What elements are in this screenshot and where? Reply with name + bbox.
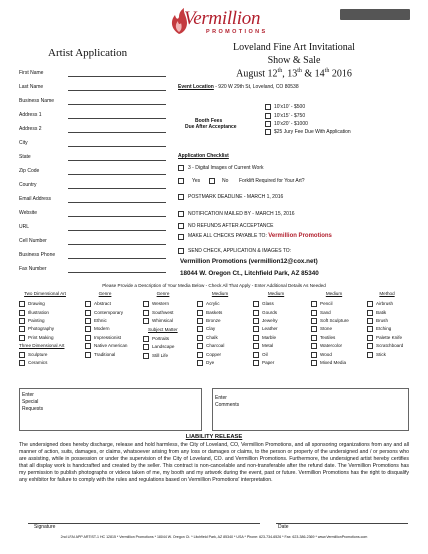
checkbox[interactable] xyxy=(253,360,259,366)
checkbox[interactable] xyxy=(311,352,317,358)
media-option[interactable] xyxy=(19,334,54,342)
media-option[interactable] xyxy=(197,350,221,358)
form-input-line[interactable] xyxy=(68,202,166,203)
media-option[interactable] xyxy=(253,317,278,325)
form-input-line[interactable] xyxy=(68,188,166,189)
payee-name: Vermillion Promotions xyxy=(268,233,332,239)
media-option[interactable] xyxy=(143,300,169,308)
label-line: Enter xyxy=(22,392,34,398)
media-option-label: Western xyxy=(152,301,170,307)
checkbox[interactable] xyxy=(19,301,25,307)
checkbox[interactable] xyxy=(143,318,149,324)
checkbox[interactable] xyxy=(197,352,203,358)
media-column-header: Three Dimensional Art xyxy=(19,343,65,348)
checkbox[interactable] xyxy=(367,310,373,316)
checkbox[interactable] xyxy=(143,344,149,350)
media-option-label: Leather xyxy=(262,326,278,332)
media-option-label: Contemporary xyxy=(94,309,124,315)
checkbox-send-check[interactable] xyxy=(178,248,184,254)
media-option-label: Landscape xyxy=(152,344,175,350)
logo xyxy=(168,6,278,38)
checkbox[interactable] xyxy=(143,353,149,359)
media-column-header: Medium xyxy=(267,291,285,296)
media-option-label: Stone xyxy=(320,326,333,332)
checklist-item: NO REFUNDS AFTER ACCEPTANCE xyxy=(188,223,274,229)
checkbox[interactable] xyxy=(367,343,373,349)
checkbox[interactable] xyxy=(197,360,203,366)
media-option-label: Photography xyxy=(28,326,55,332)
media-option[interactable] xyxy=(311,300,333,308)
checkbox-checks-payable[interactable] xyxy=(178,234,184,240)
form-label: City xyxy=(19,140,28,146)
form-label: Email Address xyxy=(19,196,51,202)
media-option[interactable] xyxy=(367,350,386,358)
checkbox[interactable] xyxy=(85,318,91,324)
form-input-line[interactable] xyxy=(68,244,166,245)
media-option[interactable] xyxy=(143,317,173,325)
media-option[interactable] xyxy=(19,308,49,316)
liability-title: LIABILITY RELEASE xyxy=(185,434,243,440)
signature-line[interactable] xyxy=(28,523,260,524)
media-option[interactable] xyxy=(367,317,388,325)
label-line: Requests xyxy=(22,406,44,412)
media-option-label: Drawing xyxy=(28,301,45,307)
checkbox[interactable] xyxy=(143,301,149,307)
form-input-line[interactable] xyxy=(68,230,166,231)
media-option[interactable] xyxy=(367,342,403,350)
media-option[interactable] xyxy=(197,342,224,350)
comments-box[interactable] xyxy=(212,388,409,431)
media-option[interactable] xyxy=(253,300,274,308)
form-input-line[interactable] xyxy=(68,132,166,133)
form-label: URL xyxy=(19,224,30,230)
checklist-item: SEND CHECK, APPLICATION & IMAGES TO: xyxy=(188,248,292,254)
media-option[interactable] xyxy=(85,350,115,358)
media-option-label: Wood xyxy=(320,351,332,357)
media-option[interactable] xyxy=(85,317,107,325)
media-option[interactable] xyxy=(367,308,386,316)
checkbox-notification[interactable] xyxy=(178,211,184,217)
media-option-label: Illustration xyxy=(28,309,49,315)
form-input-line[interactable] xyxy=(68,90,166,91)
media-option[interactable] xyxy=(143,335,169,343)
logo-subtitle: PROMOTIONS xyxy=(206,29,268,35)
checkbox[interactable] xyxy=(19,326,25,332)
checkbox[interactable] xyxy=(311,310,317,316)
checkbox[interactable] xyxy=(19,360,25,366)
media-option-label: Airbrush xyxy=(376,301,394,307)
media-option[interactable] xyxy=(311,350,332,358)
media-option-label: Impressionist xyxy=(94,334,122,340)
media-column-header: Genre xyxy=(156,291,170,296)
media-option[interactable] xyxy=(85,325,110,333)
event-location-value: - 920 W 29th St, Loveland, CO 80538 xyxy=(215,84,299,90)
booth-option[interactable]: 10'x15' - $750 xyxy=(265,111,351,119)
checkbox[interactable] xyxy=(253,335,259,341)
form-label: Cell Number xyxy=(19,238,47,244)
media-option-label: Marble xyxy=(262,334,277,340)
media-column-header: Medium xyxy=(325,291,343,296)
media-option-label: Glass xyxy=(262,301,274,307)
media-option-label: Bronze xyxy=(206,317,221,323)
checkbox-digital-images[interactable] xyxy=(178,165,184,171)
media-option-label: Mixed Media xyxy=(320,359,347,365)
event-location xyxy=(178,84,299,90)
booth-fees-options xyxy=(265,103,351,137)
media-option-label: Portraits xyxy=(152,335,170,341)
checkbox[interactable] xyxy=(265,121,271,127)
logo-brand: Vermillion xyxy=(184,8,261,29)
event-location-label: Event Location xyxy=(178,84,214,90)
media-option[interactable] xyxy=(143,343,174,351)
media-column-header: Genre xyxy=(98,291,112,296)
form-label: State xyxy=(19,154,31,160)
checkbox[interactable] xyxy=(253,326,259,332)
media-option-label: Ceramics xyxy=(28,359,48,365)
media-option-label: Brush xyxy=(376,317,389,323)
media-option[interactable] xyxy=(19,300,45,308)
checkbox[interactable] xyxy=(197,343,203,349)
media-option[interactable] xyxy=(197,300,220,308)
form-input-line[interactable] xyxy=(68,174,166,175)
booth-option[interactable]: 10'x10' - $500 xyxy=(265,103,351,111)
media-column-header: Subject Matter xyxy=(148,327,178,333)
media-column-header: Medium xyxy=(211,291,229,296)
media-option[interactable] xyxy=(367,300,393,308)
forklift-no-label: No xyxy=(222,178,229,184)
media-option[interactable] xyxy=(311,342,342,350)
booth-option[interactable]: 10'x20' - $1000 xyxy=(265,120,351,128)
media-option-label: Painting xyxy=(28,317,45,323)
form-label: Business Phone xyxy=(19,252,56,258)
media-option-label: Clay xyxy=(206,326,216,332)
media-option-label: Ethnic xyxy=(94,317,107,323)
media-option[interactable] xyxy=(19,359,47,367)
checkbox-forklift-yes[interactable] xyxy=(178,178,184,184)
checkbox[interactable] xyxy=(19,352,25,358)
media-option[interactable] xyxy=(85,308,123,316)
media-option-label: Sand xyxy=(320,309,331,315)
checkbox[interactable] xyxy=(85,310,91,316)
media-option[interactable] xyxy=(253,308,277,316)
media-option[interactable] xyxy=(197,317,221,325)
checkbox[interactable] xyxy=(367,326,373,332)
checkbox[interactable] xyxy=(367,335,373,341)
media-option-label: Charcoal xyxy=(206,343,225,349)
form-label: Address 1 xyxy=(19,112,42,118)
checkbox[interactable] xyxy=(85,326,91,332)
checkbox[interactable] xyxy=(367,318,373,324)
media-option-label: Metal xyxy=(262,343,274,349)
media-option[interactable] xyxy=(253,334,276,342)
checkbox-no-refunds[interactable] xyxy=(178,223,184,229)
signature-label: Signature xyxy=(34,524,56,530)
media-option[interactable] xyxy=(19,325,54,333)
checkbox[interactable] xyxy=(19,335,25,341)
media-option-label: Baskets xyxy=(206,309,223,315)
checklist-item: POSTMARK DEADLINE - MARCH 1, 2016 xyxy=(188,194,284,200)
checkbox[interactable] xyxy=(265,129,271,135)
media-option-label: Print Making xyxy=(28,334,54,340)
media-option[interactable] xyxy=(311,317,349,325)
event-title-line2: Show & Sale xyxy=(267,55,321,66)
media-option-label: Soft Sculpture xyxy=(320,317,349,323)
checkbox[interactable] xyxy=(311,343,317,349)
form-label: Country xyxy=(19,182,37,188)
checklist-item: 3 - Digital Images of Current Work xyxy=(188,165,264,171)
media-option-label: Textiles xyxy=(320,334,336,340)
checklist-item: NOTIFICATION MAILED BY - MARCH 15, 2016 xyxy=(188,211,295,217)
forklift-yes-label: Yes xyxy=(192,178,201,184)
media-option-label: Batik xyxy=(376,309,387,315)
form-input-line[interactable] xyxy=(68,146,166,147)
media-option-label: Jewelry xyxy=(262,317,278,323)
label-line: Enter xyxy=(215,395,227,401)
media-option-label: Stick xyxy=(376,351,386,357)
media-option-label: Oil xyxy=(262,351,268,357)
form-label: Last Name xyxy=(19,84,44,90)
media-option[interactable] xyxy=(143,351,168,359)
checkbox[interactable] xyxy=(253,352,259,358)
checkbox-postmark[interactable] xyxy=(178,194,184,200)
checkbox[interactable] xyxy=(311,326,317,332)
date-line[interactable] xyxy=(276,523,408,524)
form-input-line[interactable] xyxy=(68,216,166,217)
header-bar xyxy=(340,9,410,20)
checks-payable-label: MAKE ALL CHECKS PAYABLE TO: xyxy=(188,233,267,239)
media-option[interactable] xyxy=(197,325,215,333)
label-line: Special xyxy=(22,399,39,405)
media-option[interactable] xyxy=(253,350,268,358)
media-column-header: Two Dimensional Art xyxy=(24,291,66,296)
checkbox[interactable] xyxy=(265,104,271,110)
checkbox[interactable] xyxy=(253,310,259,316)
form-input-line[interactable] xyxy=(68,258,166,259)
form-label: First Name xyxy=(19,70,44,76)
media-option-label: Still Life xyxy=(152,352,169,358)
media-option[interactable] xyxy=(311,325,332,333)
checkbox[interactable] xyxy=(85,352,91,358)
checkbox[interactable] xyxy=(197,318,203,324)
checkbox[interactable] xyxy=(253,318,259,324)
media-option[interactable] xyxy=(367,325,391,333)
label-line: Comments xyxy=(215,402,240,408)
media-option[interactable] xyxy=(253,342,273,350)
media-option-label: Acrylic xyxy=(206,301,220,307)
checkbox[interactable] xyxy=(143,310,149,316)
form-label: Zip Code xyxy=(19,168,40,174)
checkbox[interactable] xyxy=(197,301,203,307)
checkbox[interactable] xyxy=(311,301,317,307)
checkbox[interactable] xyxy=(265,113,271,119)
booth-option[interactable]: $25 Jury Fee Due With Application xyxy=(265,128,351,136)
media-column-header: Method xyxy=(379,291,395,296)
media-option[interactable] xyxy=(197,308,222,316)
media-option-label: Scratchboard xyxy=(376,343,404,349)
media-option-label: Whimsical xyxy=(152,317,173,323)
booth-fees-label: Booth Fees xyxy=(195,118,223,124)
checkbox[interactable] xyxy=(367,352,373,358)
form-input-line[interactable] xyxy=(68,104,166,105)
checkbox[interactable] xyxy=(197,326,203,332)
mailing-address: 18044 W. Oregon Ct., Litchfield Park, AZ 85340 xyxy=(180,270,319,277)
form-label: Address 2 xyxy=(19,126,42,132)
media-option[interactable] xyxy=(85,342,127,350)
media-option-label: Copper xyxy=(206,351,222,357)
media-option[interactable] xyxy=(311,334,335,342)
media-option[interactable] xyxy=(19,317,45,325)
special-requests-label xyxy=(22,392,43,413)
forklift-question: Forklift Required for Your Art? xyxy=(239,178,305,184)
form-label: Business Name xyxy=(19,98,55,104)
checkbox[interactable] xyxy=(85,335,91,341)
event-title-line1: Loveland Fine Art Invitational xyxy=(233,42,355,53)
event-dates: August 12th, 13th & 14th 2016 xyxy=(236,68,352,80)
checkbox[interactable] xyxy=(85,343,91,349)
liability-text: The undersigned does hereby discharge, release and hold harmless, the City of Loveland, CO, Vermillion Promotions, and all sponsoring organizations from any and all manner of action, suits, damages, or claims, whatsoever arising from any loss or damages or claims, to the person or property of the undersigned and / or persons who are assisting, while in possession or under the supervision of the City of Loveland, CO. and Vermillion Promotions. Furthermore, the undersigned artist hereby certifies that all display work is handcrafted and created by the seller. This contract is non-cancelable and non-transferable after the refund date. The Vermillion Promotions has my permission to publish photographs or videos taken of me, my booth and my artwork during the event, past or future. Vermillion Promotions has the right to disqualify any exhibitor for failure to comply with the rules and regulations based on Vermillion Promotions' interpretation. xyxy=(19,442,409,483)
booth-fees-sublabel: Due After Acceptance xyxy=(185,124,237,130)
form-input-line[interactable] xyxy=(68,160,166,161)
media-option-label: Traditional xyxy=(94,351,116,357)
media-option-label: Paper xyxy=(262,359,275,365)
media-option[interactable] xyxy=(311,308,331,316)
media-option-label: Chalk xyxy=(206,334,218,340)
media-instructions: Please Provide a Description of Your Media Below - Check All That Apply - Enter Additional Details As Needed xyxy=(102,283,326,288)
checkbox[interactable] xyxy=(19,318,25,324)
comments-label xyxy=(215,395,239,409)
checkbox[interactable] xyxy=(143,336,149,342)
media-option-label: Gourds xyxy=(262,309,278,315)
checkbox[interactable] xyxy=(197,310,203,316)
media-option[interactable] xyxy=(197,359,214,367)
media-option[interactable] xyxy=(253,325,278,333)
media-option-label: Dye xyxy=(206,359,215,365)
media-option-label: Sculpture xyxy=(28,351,48,357)
form-input-line[interactable] xyxy=(68,76,166,77)
media-option-label: Native American xyxy=(94,343,128,349)
media-option-label: Southwest xyxy=(152,309,174,315)
checkbox[interactable] xyxy=(197,335,203,341)
media-option[interactable] xyxy=(367,334,402,342)
media-option[interactable] xyxy=(85,300,111,308)
media-option[interactable] xyxy=(143,308,173,316)
checkbox[interactable] xyxy=(311,335,317,341)
media-option[interactable] xyxy=(311,359,346,367)
media-option-label: Modern xyxy=(94,326,110,332)
checklist-title: Application Checklist xyxy=(178,153,229,159)
checkbox[interactable] xyxy=(311,360,317,366)
form-label: Fax Number xyxy=(19,266,47,272)
media-option-label: Watercolor xyxy=(320,343,343,349)
footer: 2nd LFAI APP ARTIST-1 HC 12815 * Vermillion Promotions * 18044 W. Oregon Ct. * Litchfield Park, AZ 85340 * USA * Phone: 623-734-6526 * Fax: 623-386-2369 * www.VermillionPromotions.com xyxy=(60,535,368,539)
media-option[interactable] xyxy=(253,359,274,367)
form-input-line[interactable] xyxy=(68,272,166,273)
form-input-line[interactable] xyxy=(68,118,166,119)
app-title: Artist Application xyxy=(48,47,128,59)
checkbox[interactable] xyxy=(85,301,91,307)
media-option-label: Palette Knife xyxy=(376,334,403,340)
special-requests-box[interactable] xyxy=(19,388,202,431)
checkbox[interactable] xyxy=(253,343,259,349)
mailing-contact: Vermillion Promotions (vermillion12@cox.net) xyxy=(180,258,318,265)
checkbox[interactable] xyxy=(19,310,25,316)
media-option[interactable] xyxy=(85,334,121,342)
checkbox[interactable] xyxy=(253,301,259,307)
checkbox[interactable] xyxy=(367,301,373,307)
checkbox[interactable] xyxy=(311,318,317,324)
media-option[interactable] xyxy=(197,334,218,342)
media-option[interactable] xyxy=(19,350,47,358)
media-option-label: Abstract xyxy=(94,301,111,307)
form-label: Website xyxy=(19,210,37,216)
media-option-label: Pencil xyxy=(320,301,333,307)
date-label: Date xyxy=(278,524,289,530)
checkbox-forklift-no[interactable] xyxy=(209,178,215,184)
media-option-label: Etching xyxy=(376,326,392,332)
checks-payable-line xyxy=(188,233,332,239)
